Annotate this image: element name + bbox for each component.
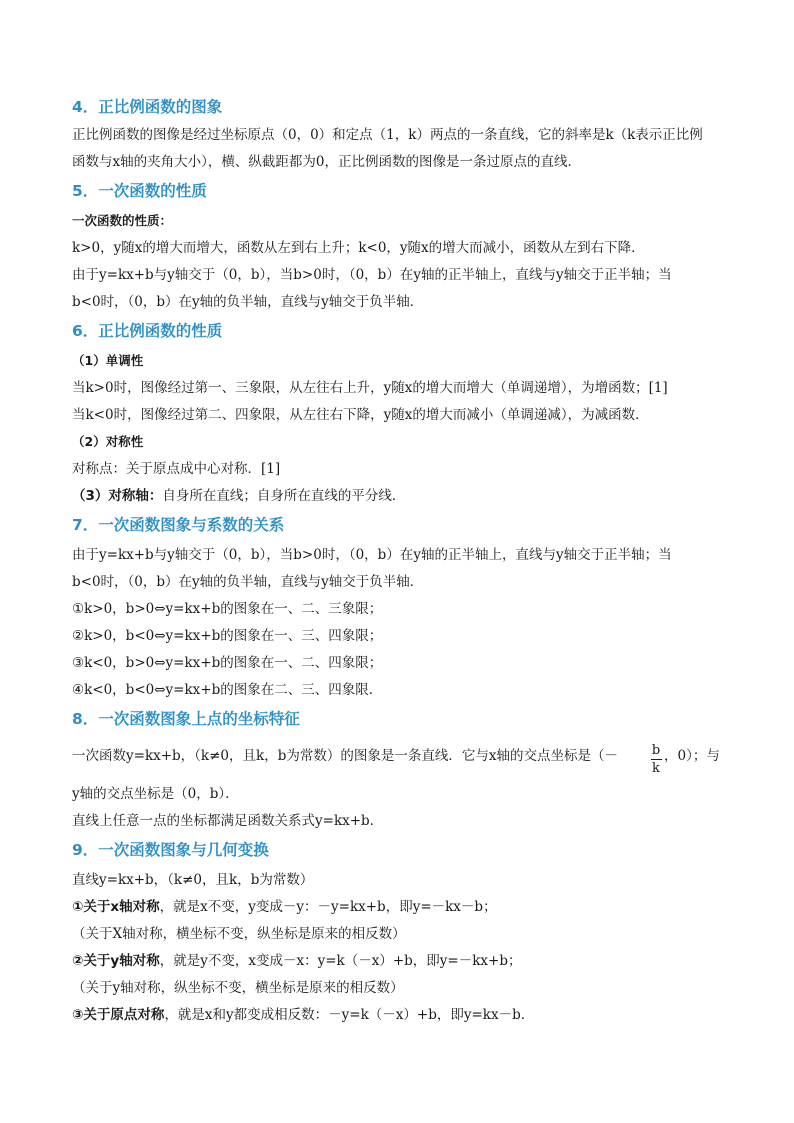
y-axis-symmetry-text: ，就是y不变，x变成－x：y=k（－x）+b，即y=－kx+b； bbox=[159, 953, 522, 969]
section-9-note-1: （关于X轴对称，横坐标不变，纵坐标是原来的相反数） bbox=[72, 926, 406, 942]
fraction-numerator: b bbox=[651, 743, 661, 758]
section-5-line-1: k>0，y随x的增大而增大，函数从左到右上升；k<0，y随x的增大而减小，函数从左到右下降． bbox=[72, 240, 645, 256]
section-6-line-3: 对称点：关于原点成中心对称．[1] bbox=[72, 461, 281, 477]
x-axis-symmetry-text: ，就是x不变，y变成－y：－y=kx+b，即y=－kx－b； bbox=[159, 899, 497, 915]
y-axis-symmetry-label: ②关于y轴对称 bbox=[72, 953, 160, 969]
section-8-line-1a: 一次函数y=kx+b，（k≠0，且k，b为常数）的图象是一条直线．它与x轴的交点坐标是（－ bbox=[72, 748, 618, 764]
section-9-item-3 bbox=[72, 1005, 534, 1025]
section-8-line-3: 直线上任意一点的坐标都满足函数关系式y=kx+b． bbox=[72, 813, 384, 829]
fraction-denominator: k bbox=[652, 761, 660, 776]
symmetry-axis-label: （3）对称轴： bbox=[72, 488, 163, 504]
section-9-note-2: （关于y轴对称，纵坐标不变，横坐标是原来的相反数） bbox=[72, 980, 404, 996]
section-7-item-2: ②k>0，b<0⇔y=kx+b的图象在一、三、四象限； bbox=[72, 628, 383, 644]
section-7-line-2: b<0时，（0，b）在y轴的负半轴，直线与y轴交于负半轴． bbox=[72, 574, 424, 590]
origin-symmetry-text: ，就是x和y都变成相反数：－y=k（－x）+b，即y=kx－b． bbox=[164, 1007, 535, 1023]
section-8-heading: 8．一次函数图象上点的坐标特征 bbox=[72, 710, 300, 728]
section-8-line-1b: ，0）；与 bbox=[664, 748, 720, 764]
section-6-heading: 6．正比例函数的性质 bbox=[72, 322, 223, 340]
section-9-item-2 bbox=[72, 951, 521, 971]
section-4-line-1: 正比例函数的图像是经过坐标原点（0，0）和定点（1，k）两点的一条直线，它的斜率是k（k表示正比例 bbox=[72, 127, 703, 143]
section-7-item-4: ④k<0，b<0⇔y=kx+b的图象在二、三、四象限． bbox=[72, 682, 383, 698]
section-7-item-1: ①k>0，b>0⇔y=kx+b的图象在一、二、三象限； bbox=[72, 601, 383, 617]
section-9-heading: 9．一次函数图象与几何变换 bbox=[72, 841, 269, 859]
section-6-sub-symmetry: （2）对称性 bbox=[72, 434, 144, 449]
section-9-item-1 bbox=[72, 897, 497, 917]
section-8-line-2: y轴的交点坐标是（0，b）． bbox=[72, 786, 239, 802]
section-6-line-1: 当k>0时，图像经过第一、三象限，从左往右上升，y随x的增大而增大（单调递增），为增函数；[1] bbox=[72, 380, 668, 396]
section-5-heading: 5．一次函数的性质 bbox=[72, 182, 207, 200]
section-4-line-2: 函数与x轴的夹角大小），横、纵截距都为0，正比例函数的图像是一条过原点的直线． bbox=[72, 154, 581, 170]
x-axis-symmetry-label: ①关于x轴对称 bbox=[72, 899, 160, 915]
section-9-line-1: 直线y=kx+b，（k≠0，且k，b为常数） bbox=[72, 872, 314, 888]
section-7-heading: 7．一次函数图象与系数的关系 bbox=[72, 516, 285, 534]
section-6-line-4 bbox=[72, 486, 405, 506]
symmetry-axis-text: 自身所在直线；自身所在直线的平分线． bbox=[162, 488, 406, 504]
section-5-line-2: 由于y=kx+b与y轴交于（0，b），当b>0时，（0，b）在y轴的正半轴上，直线与y轴交于正半轴；当 bbox=[72, 267, 672, 283]
section-7-item-3: ③k<0，b>0⇔y=kx+b的图象在一、二、四象限； bbox=[72, 655, 383, 671]
fraction-bar bbox=[651, 759, 662, 760]
section-5-line-3: b<0时，（0，b）在y轴的负半轴，直线与y轴交于负半轴． bbox=[72, 294, 424, 310]
section-4-heading: 4．正比例函数的图象 bbox=[72, 98, 223, 116]
section-6-sub-monotonicity: （1）单调性 bbox=[72, 353, 144, 368]
fraction-b-over-k bbox=[650, 743, 662, 776]
section-6-line-2: 当k<0时，图像经过第二、四象限，从左往右下降，y随x的增大而减小（单调递减），为减函数． bbox=[72, 407, 649, 423]
section-7-line-1: 由于y=kx+b与y轴交于（0，b），当b>0时，（0，b）在y轴的正半轴上，直线与y轴交于正半轴；当 bbox=[72, 547, 672, 563]
origin-symmetry-label: ③关于原点对称 bbox=[72, 1007, 165, 1023]
section-5-subheading: 一次函数的性质： bbox=[72, 213, 173, 228]
